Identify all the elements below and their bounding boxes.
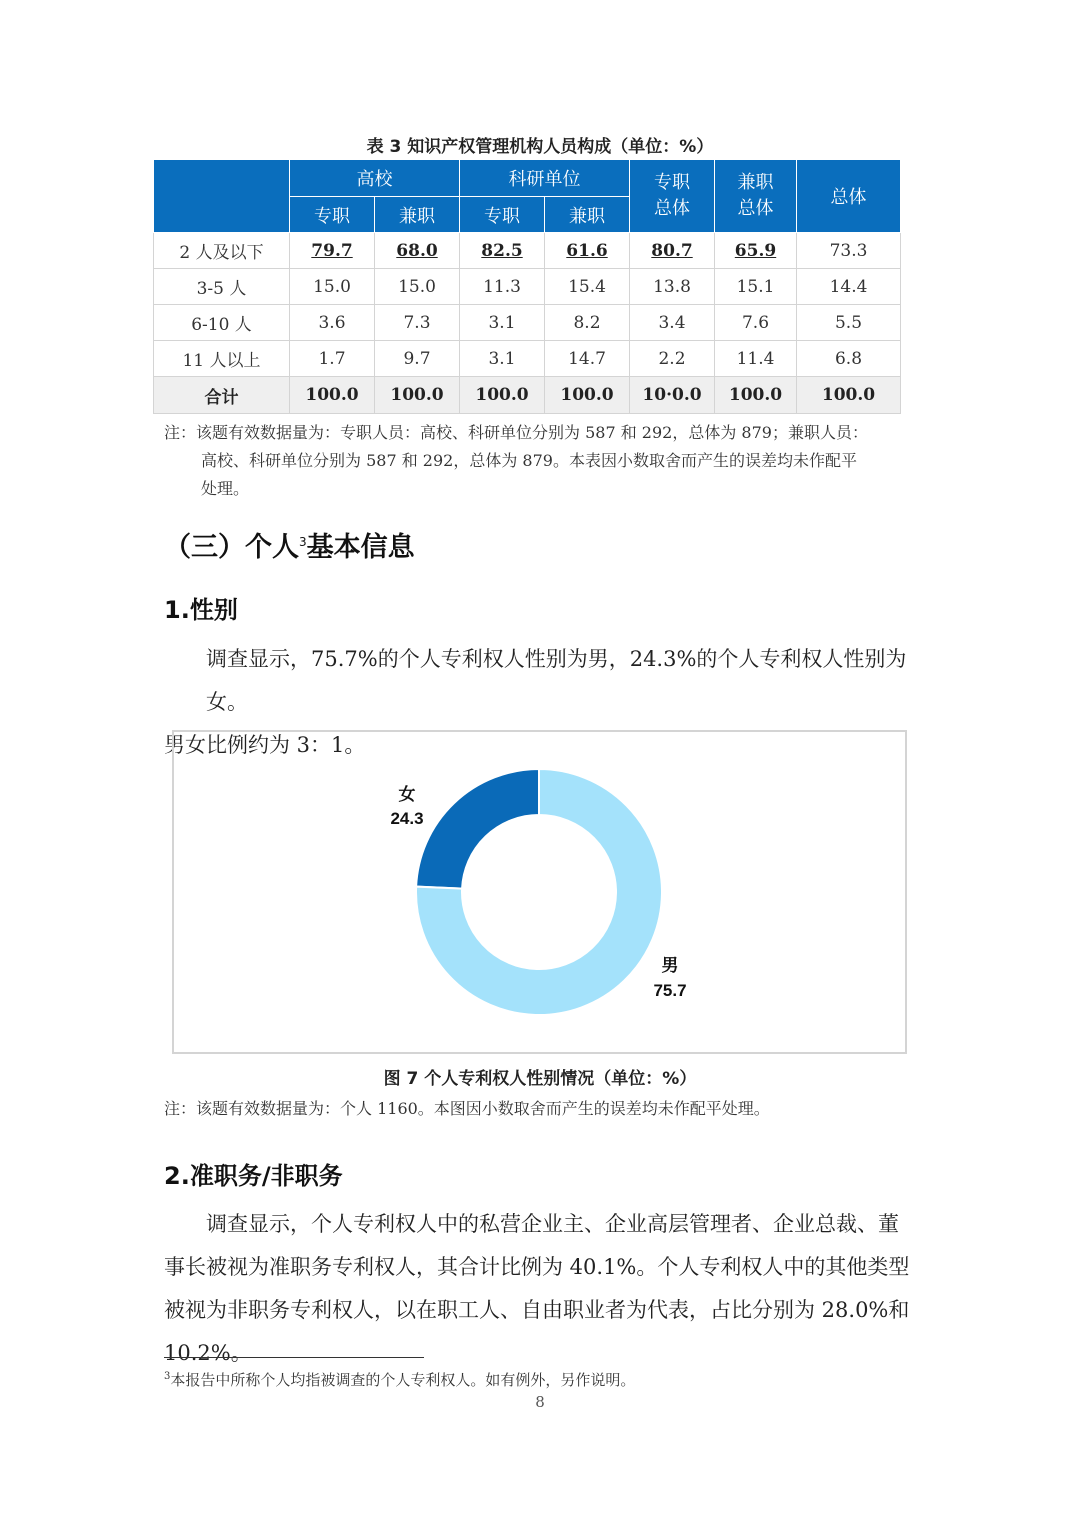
table-cell: 3.1 bbox=[460, 305, 545, 341]
table-cell: 15.0 bbox=[290, 269, 375, 305]
table-cell: 15.0 bbox=[375, 269, 460, 305]
header-sub: 兼职 bbox=[545, 197, 630, 233]
table-cell: 100.0 bbox=[460, 377, 545, 414]
table-cell: 100.0 bbox=[715, 377, 797, 414]
footnote-text: 本报告中所称个人均指被调查的个人专利权人。如有例外，另作说明。 bbox=[170, 1371, 636, 1389]
paragraph-line: 调查显示，75.7%的个人专利权人性别为男，24.3%的个人专利权人性别为女。 bbox=[206, 647, 907, 714]
table-caption: 表 3 知识产权管理机构人员构成（单位：%） bbox=[366, 137, 714, 157]
table-cell: 65.9 bbox=[715, 233, 797, 269]
donut-slice-female bbox=[416, 769, 539, 889]
row-label: 11 人以上 bbox=[154, 341, 290, 377]
table-cell: 3.4 bbox=[630, 305, 715, 341]
slice-label-male: 男 bbox=[661, 956, 679, 975]
table-cell: 5.5 bbox=[797, 305, 901, 341]
footnote-mark: 3 bbox=[164, 1371, 171, 1382]
header-zhuanzhi-total: 专职 总体 bbox=[630, 160, 715, 233]
subsection-title: 2.准职务/非职务 bbox=[164, 1162, 343, 1190]
table-cell: 15.1 bbox=[715, 269, 797, 305]
footnote bbox=[164, 1369, 635, 1390]
slice-value-female: 24.3 bbox=[390, 809, 424, 828]
table-cell: 82.5 bbox=[460, 233, 545, 269]
row-label: 合计 bbox=[154, 377, 290, 414]
table-cell: 80.7 bbox=[630, 233, 715, 269]
table-cell: 68.0 bbox=[375, 233, 460, 269]
footnote-ref: 3 bbox=[299, 535, 307, 549]
table-note-line: 处理。 bbox=[201, 479, 250, 498]
table-cell: 61.6 bbox=[545, 233, 630, 269]
footnote-divider bbox=[164, 1357, 424, 1358]
table-cell: 100.0 bbox=[545, 377, 630, 414]
table-cell: 15.4 bbox=[545, 269, 630, 305]
paragraph-line: 事长被视为准职务专利权人，其合计比例为 40.1%。个人专利权人中的其他类型 bbox=[164, 1255, 910, 1279]
table-cell: 6.8 bbox=[797, 341, 901, 377]
figure-note: 注：该题有效数据量为：个人 1160。本图因小数取舍而产生的误差均未作配平处理。 bbox=[164, 1099, 770, 1118]
table-cell: 11.4 bbox=[715, 341, 797, 377]
paragraph-line: 被视为非职务专利权人，以在职工人、自由职业者为代表，占比分别为 28.0%和 10.2%。 bbox=[164, 1298, 910, 1365]
table-cell: 1.7 bbox=[290, 341, 375, 377]
row-label: 6-10 人 bbox=[154, 305, 290, 341]
row-label: 2 人及以下 bbox=[154, 233, 290, 269]
section-title-end: 基本信息 bbox=[306, 532, 415, 563]
table-cell: 9.7 bbox=[375, 341, 460, 377]
paragraph-line: 调查显示，个人专利权人中的私营企业主、企业高层管理者、企业总裁、董 bbox=[206, 1212, 899, 1236]
slice-label-female: 女 bbox=[398, 785, 416, 804]
table-cell: 79.7 bbox=[290, 233, 375, 269]
table-cell: 11.3 bbox=[460, 269, 545, 305]
header-jianzhi-total: 兼职 总体 bbox=[715, 160, 797, 233]
table-cell: 100.0 bbox=[290, 377, 375, 414]
table-cell: 7.3 bbox=[375, 305, 460, 341]
table-cell: 8.2 bbox=[545, 305, 630, 341]
table-cell: 14.4 bbox=[797, 269, 901, 305]
table-note-line: 高校、科研单位分别为 587 和 292，总体为 879。本表因小数取舍而产生的误差均未作配平 bbox=[201, 451, 857, 470]
table-cell: 2.2 bbox=[630, 341, 715, 377]
header-gaoxiao: 高校 bbox=[290, 160, 460, 197]
table-cell: 100.0 bbox=[375, 377, 460, 414]
header-sub: 专职 bbox=[290, 197, 375, 233]
section-title: （三）个人 bbox=[164, 532, 299, 563]
paragraph-line: 男女比例约为 3：1。 bbox=[164, 733, 366, 757]
table-cell: 13.8 bbox=[630, 269, 715, 305]
table-cell: 3.6 bbox=[290, 305, 375, 341]
table-note-line: 注：该题有效数据量为：专职人员：高校、科研单位分别为 587 和 292，总体为 879；兼职人员： bbox=[164, 423, 868, 442]
header-sub: 兼职 bbox=[375, 197, 460, 233]
header-keyan: 科研单位 bbox=[460, 160, 630, 197]
row-label: 3-5 人 bbox=[154, 269, 290, 305]
header-sub: 专职 bbox=[460, 197, 545, 233]
subsection-title: 1.性别 bbox=[164, 596, 238, 624]
figure-caption: 图 7 个人专利权人性别情况（单位：%） bbox=[383, 1069, 697, 1089]
donut-slices bbox=[416, 769, 662, 1015]
slice-value-male: 75.7 bbox=[653, 981, 687, 1000]
table-cell: 100.0 bbox=[797, 377, 901, 414]
table-cell: 73.3 bbox=[797, 233, 901, 269]
page-number: 8 bbox=[535, 1393, 545, 1411]
paragraph bbox=[164, 1203, 954, 1375]
table-cell: 7.6 bbox=[715, 305, 797, 341]
table-cell: 14.7 bbox=[545, 341, 630, 377]
table-cell: 3.1 bbox=[460, 341, 545, 377]
table-cell: 10·0.0 bbox=[630, 377, 715, 414]
header-overall: 总体 bbox=[797, 160, 901, 233]
